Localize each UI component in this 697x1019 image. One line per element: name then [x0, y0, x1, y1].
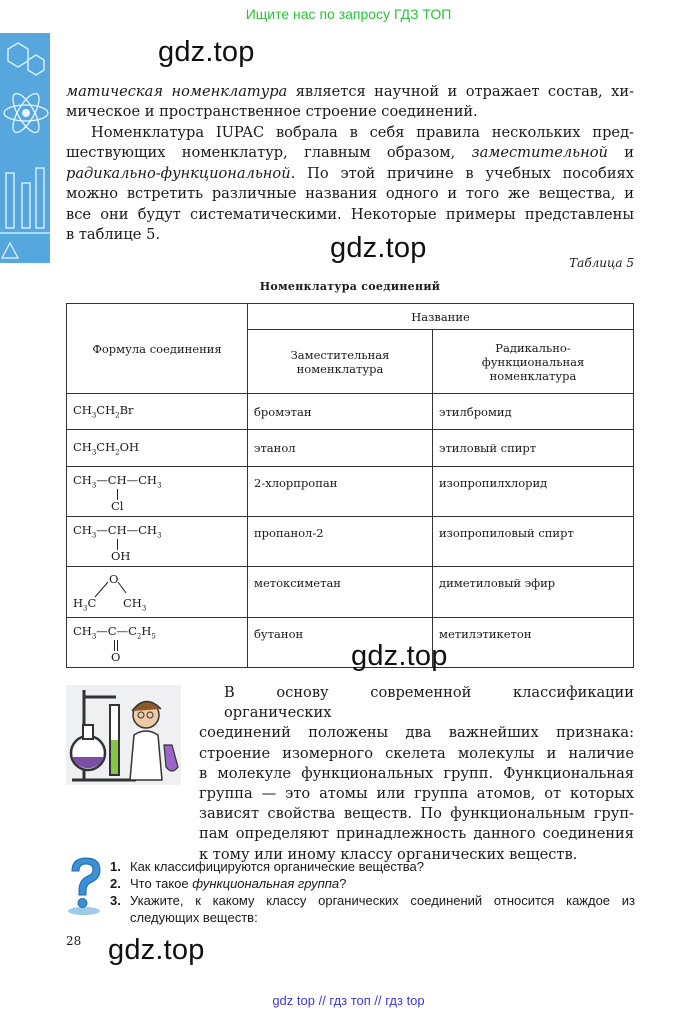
watermark: gdz.top [108, 934, 205, 966]
question-mark-icon [62, 855, 110, 917]
table-row [67, 430, 634, 467]
substitutive-name: метоксиметан [248, 567, 433, 618]
header-name: Название [248, 304, 634, 330]
text: строение изомерного скелета молекулы и наличие [199, 744, 634, 762]
text: в молекуле функциональных групп. Функциональная [199, 764, 634, 782]
text-italic: матическая номенклатура [66, 83, 288, 100]
questions-list [108, 858, 635, 926]
text: соединений положены два важнейших признака: [199, 724, 634, 742]
page-number: 28 [66, 934, 82, 948]
chemistry-decoration-icon [0, 33, 50, 263]
text: можно встретить различные названия одного и того же вещества, и [66, 185, 634, 203]
table-row [67, 618, 634, 668]
top-banner: Ищите нас по запросу ГДЗ ТОП [245, 6, 452, 22]
text: и [607, 144, 634, 162]
text: пам определяют принадлежность данного соединения [199, 825, 634, 843]
table-row [67, 467, 634, 517]
radical-name: метилэтикетон [433, 618, 634, 668]
paragraph-iupac [66, 123, 634, 245]
paragraph-intro [66, 82, 634, 123]
text: в таблице 5. [66, 226, 160, 244]
radical-name: этилбромид [433, 394, 634, 430]
question-item: 1. Как классифицируются органические вещества? [110, 859, 425, 874]
text: является научной и отражает состав, хи- [287, 83, 634, 100]
substitutive-name: бутанон [248, 618, 433, 668]
text: зависят свойства веществ. По функциональным груп- [199, 805, 634, 823]
table-row [67, 517, 634, 567]
text-italic: заместительной [471, 144, 608, 162]
substitutive-name: пропанол-2 [248, 517, 433, 567]
substitutive-name: 2-хлорпропан [248, 467, 433, 517]
header-substitutive: Заместительная номенклатура [248, 330, 433, 394]
substitutive-name: бромэтан [248, 394, 433, 430]
text: . По этой причине в учебных пособиях [290, 164, 634, 182]
watermark: gdz.top [351, 640, 448, 672]
watermark: gdz.top [330, 232, 427, 264]
header-radical: Радикально-функциональная номенклатура [433, 330, 634, 394]
text: В основу современной классификации органических [224, 684, 634, 722]
text: все они будут систематическими. Некоторые примеры представлены [66, 205, 634, 223]
nomenclature-table [66, 303, 634, 668]
text: к тому или иному классу органических веществ. [199, 845, 578, 863]
table-row [67, 394, 634, 430]
question-item: 3. Укажите, к какому классу органических соединений относится каждое из следующих веществ: [110, 893, 635, 925]
formula-cell: $CH_3—C—C_2H_5$ O [67, 618, 248, 668]
text: Номенклатура IUPAC вобрала в себя правила нескольких пред- [91, 124, 634, 141]
radical-name: изопропиловый спирт [433, 517, 634, 567]
paragraph-classification [199, 683, 634, 865]
formula-cell: $CH_3—CH—CH_3$ Cl [67, 467, 248, 517]
radical-name: диметиловый эфир [433, 567, 634, 618]
formula-cell: $CH_3CH_2Br$ [67, 394, 248, 430]
text: группа — это атомы или группа атомов, от которых [199, 785, 634, 803]
text: мическое и пространственное строение соединений. [66, 103, 478, 121]
footer-links[interactable]: gdz top // гдз топ // гдз top [272, 993, 425, 1008]
text-italic: радикально-функциональной [66, 164, 291, 182]
radical-name: изопропилхлорид [433, 467, 634, 517]
formula-cell: $CH_3—CH—CH_3$ OH [67, 517, 248, 567]
question-item: 2. Что такое функциональная группа? [110, 876, 347, 891]
table-title: Номенклатура соединений [259, 280, 441, 293]
formula-cell: $CH_3CH_2OH$ [67, 430, 248, 467]
scientist-lab-icon [66, 685, 181, 785]
watermark: gdz.top [158, 36, 255, 68]
text: шествующих номенклатур, главным образом, [66, 144, 472, 162]
table-row [67, 567, 634, 618]
substitutive-name: этанол [248, 430, 433, 467]
radical-name: этиловый спирт [433, 430, 634, 467]
formula-cell: O $H_3C$ $CH_3$ [67, 567, 248, 618]
table-label: Таблица 5 [569, 256, 634, 270]
header-formula: Формула соединения [67, 304, 248, 394]
